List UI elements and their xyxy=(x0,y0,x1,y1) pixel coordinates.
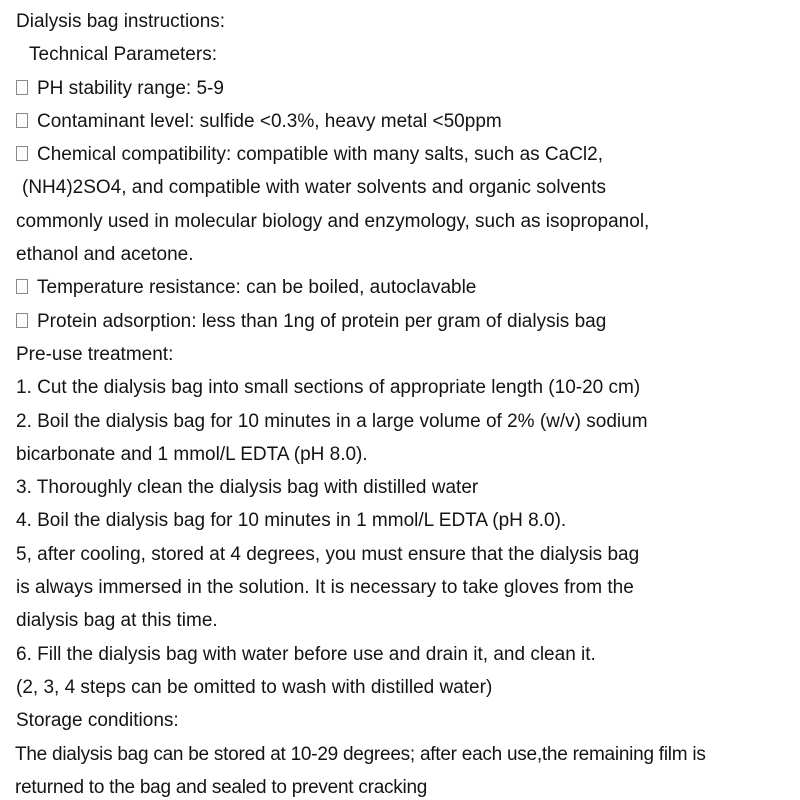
text-line xyxy=(0,405,800,438)
text-line-content: The dialysis bag can be stored at 10-29 degrees; after each use,the remaining film is xyxy=(15,743,706,765)
text-line-content: commonly used in molecular biology and enzymology, such as isopropanol, xyxy=(16,210,650,232)
text-line xyxy=(0,371,800,404)
hollow-square-icon xyxy=(16,279,28,294)
text-line-content: Technical Parameters: xyxy=(29,44,217,66)
text-line xyxy=(0,738,800,771)
text-line xyxy=(0,305,800,338)
text-line-content: 4. Boil the dialysis bag for 10 minutes in 1 mmol/L EDTA (pH 8.0). xyxy=(16,510,567,532)
hollow-square-icon xyxy=(16,313,28,328)
text-line xyxy=(0,338,800,371)
text-line xyxy=(0,5,800,38)
text-line-content: (2, 3, 4 steps can be omitted to wash with distilled water) xyxy=(16,676,493,698)
text-line xyxy=(0,438,800,471)
text-line xyxy=(0,538,800,571)
text-line-content: 5, after cooling, stored at 4 degrees, you must ensure that the dialysis bag xyxy=(16,543,640,565)
text-line xyxy=(0,638,800,671)
text-line-content: 1. Cut the dialysis bag into small sections of appropriate length (10-20 cm) xyxy=(16,377,641,399)
text-line-content: dialysis bag at this time. xyxy=(16,610,218,632)
hollow-square-icon xyxy=(16,80,28,95)
text-line xyxy=(0,72,800,105)
text-line xyxy=(0,105,800,138)
text-line xyxy=(0,205,800,238)
text-line-content: bicarbonate and 1 mmol/L EDTA (pH 8.0). xyxy=(16,443,368,465)
text-line-content: Storage conditions: xyxy=(16,710,179,732)
text-line-content: is always immersed in the solution. It is necessary to take gloves from the xyxy=(16,577,634,599)
hollow-square-icon xyxy=(16,146,28,161)
text-line-content: Temperature resistance: can be boiled, autoclavable xyxy=(37,277,477,299)
text-line-content: (NH4)2SO4, and compatible with water solvents and organic solvents xyxy=(22,177,607,199)
text-line xyxy=(0,138,800,171)
text-line xyxy=(0,604,800,637)
text-line xyxy=(0,671,800,704)
text-line xyxy=(0,504,800,537)
hollow-square-icon xyxy=(16,113,28,128)
text-line xyxy=(0,38,800,71)
text-line xyxy=(0,471,800,504)
text-line-content: Pre-use treatment: xyxy=(16,343,174,365)
text-line xyxy=(0,171,800,204)
text-line xyxy=(0,771,800,800)
text-line xyxy=(0,704,800,737)
text-line xyxy=(0,571,800,604)
text-line-content: Protein adsorption: less than 1ng of protein per gram of dialysis bag xyxy=(37,310,607,332)
text-line-content: returned to the bag and sealed to prevent cracking xyxy=(15,776,428,798)
text-line-content: Dialysis bag instructions: xyxy=(16,11,226,32)
text-line-content: ethanol and acetone. xyxy=(16,244,194,266)
text-line xyxy=(0,238,800,271)
text-line xyxy=(0,271,800,304)
text-line-content: 2. Boil the dialysis bag for 10 minutes in a large volume of 2% (w/v) sodium xyxy=(16,410,648,432)
text-line-content: 3. Thoroughly clean the dialysis bag with distilled water xyxy=(16,477,479,499)
text-line-content: Chemical compatibility: compatible with many salts, such as CaCl2, xyxy=(37,144,603,166)
text-line-content: PH stability range: 5-9 xyxy=(37,77,224,99)
text-line-content: Contaminant level: sulfide <0.3%, heavy metal <50ppm xyxy=(37,110,502,132)
text-line-content: 6. Fill the dialysis bag with water before use and drain it, and clean it. xyxy=(16,643,596,665)
